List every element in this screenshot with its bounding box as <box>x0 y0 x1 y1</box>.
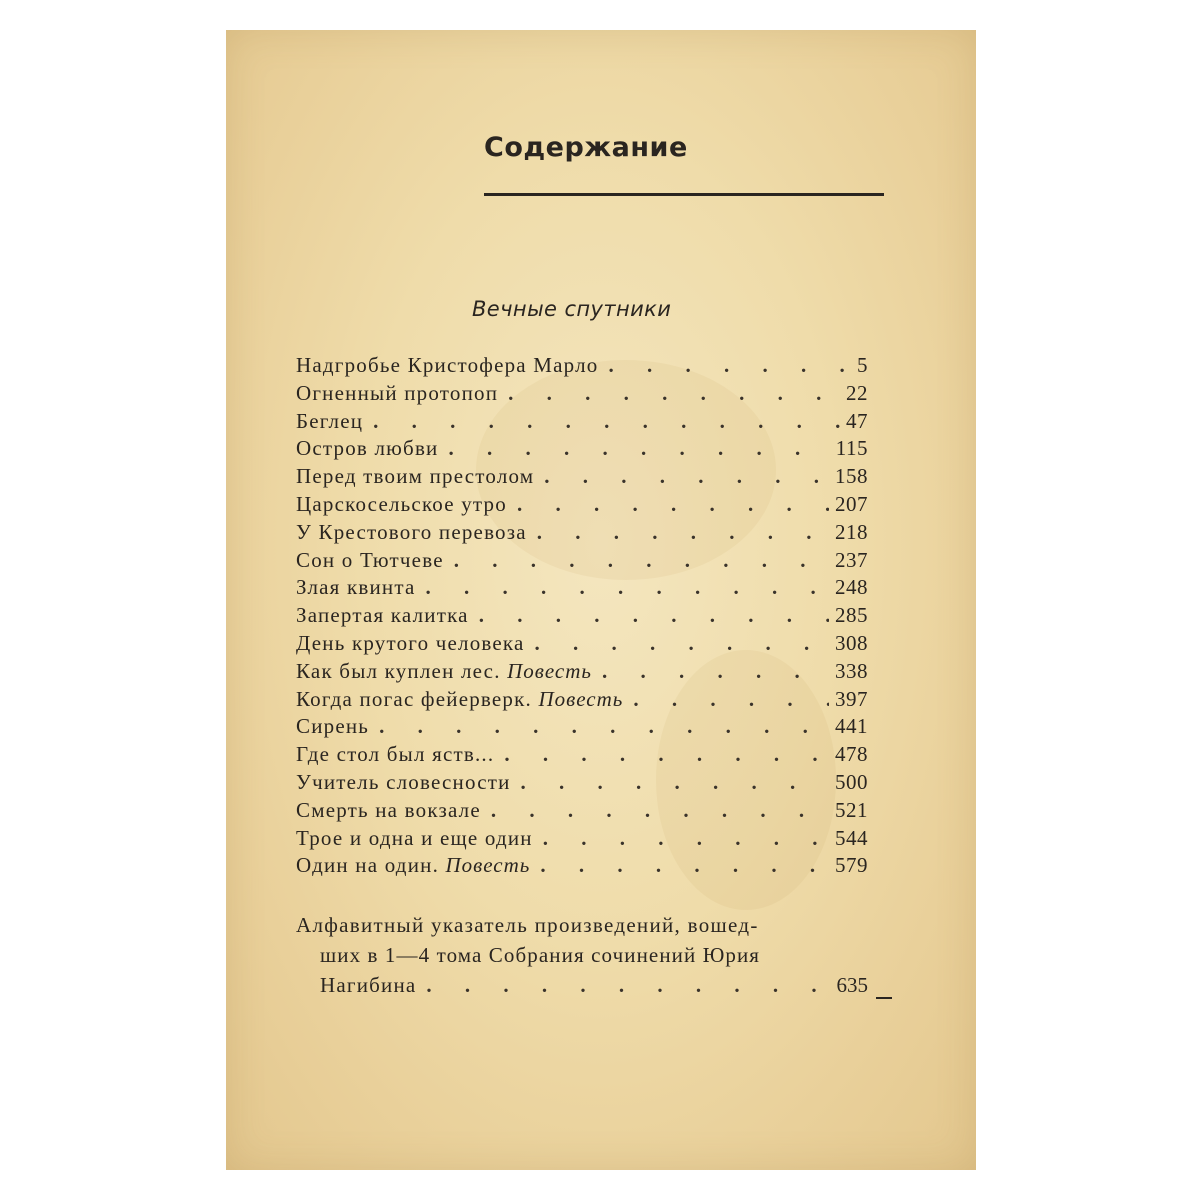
toc-entry <box>296 853 868 881</box>
toc-entry <box>296 436 868 464</box>
toc-entry-page: 308 <box>835 630 868 655</box>
table-of-contents <box>296 353 868 881</box>
toc-entry-title: Учитель словесности <box>296 769 511 794</box>
toc-entry-page: 478 <box>835 742 868 767</box>
toc-entry-page: 207 <box>835 491 868 516</box>
toc-entry-page: 218 <box>835 519 868 544</box>
alphabetical-index-entry <box>296 910 868 1000</box>
toc-entry-page: 397 <box>835 686 868 711</box>
toc-entry <box>296 409 868 437</box>
toc-entry-page: 285 <box>835 603 868 628</box>
dot-leader <box>426 575 829 600</box>
dot-leader <box>504 742 829 767</box>
dot-leader <box>449 436 830 461</box>
dot-leader <box>544 464 829 489</box>
page-title: Содержание <box>484 132 688 163</box>
toc-entry <box>296 603 868 631</box>
toc-entry <box>296 381 868 409</box>
toc-entry-genre: Повесть <box>507 658 592 683</box>
section-heading: Вечные спутники <box>472 297 672 321</box>
toc-entry-title: Злая квинта <box>296 575 416 600</box>
dot-leader <box>535 631 829 656</box>
toc-entry-title: Один на один. Повесть <box>296 853 531 878</box>
toc-entry-title: Перед твоим престолом <box>296 464 535 489</box>
toc-entry-title: Огненный протопоп <box>296 380 499 405</box>
dot-leader <box>479 603 829 628</box>
dot-leader <box>537 520 829 545</box>
dot-leader <box>633 687 829 712</box>
index-line-1: Алфавитный указатель произведений, вошед- <box>296 913 759 937</box>
toc-entry <box>296 353 868 381</box>
toc-entry-page: 158 <box>835 464 868 489</box>
title-rule <box>484 193 884 196</box>
toc-entry <box>296 798 868 826</box>
toc-entry-title: День крутого человека <box>296 630 525 655</box>
toc-entry-title: Запертая калитка <box>296 603 469 628</box>
toc-entry-page: 338 <box>835 658 868 683</box>
toc-entry-title: У Крестового перевоза <box>296 519 527 544</box>
toc-entry-page: 441 <box>835 714 868 739</box>
toc-entry-title: Смерть на вокзале <box>296 797 481 822</box>
toc-entry-title: Где стол был яств... <box>296 742 495 767</box>
toc-entry <box>296 492 868 520</box>
dot-leader <box>543 826 829 851</box>
index-line-2: ших в 1—4 тома Собрания сочинений Юрия <box>320 943 761 967</box>
toc-entry <box>296 659 868 687</box>
dot-leader <box>454 548 829 573</box>
toc-entry-page: 237 <box>835 547 868 572</box>
book-page <box>226 30 976 1170</box>
dot-leader <box>426 970 830 1000</box>
toc-entry-title: Беглец <box>296 408 364 433</box>
toc-entry-title: Трое и одна и еще один <box>296 825 533 850</box>
dot-leader <box>540 853 829 878</box>
toc-entry <box>296 687 868 715</box>
toc-entry-title: Сирень <box>296 714 370 739</box>
toc-entry-title: Надгробье Кристофера Марло <box>296 353 599 377</box>
dot-leader <box>608 353 851 378</box>
toc-entry <box>296 575 868 603</box>
index-line-3 <box>296 970 868 1000</box>
toc-entry <box>296 742 868 770</box>
toc-entry-page: 500 <box>835 769 868 794</box>
dot-leader <box>602 659 829 684</box>
toc-entry-title: Царскосельское утро <box>296 491 507 516</box>
toc-entry-genre: Повесть <box>445 853 531 878</box>
toc-entry-page: 579 <box>835 853 868 878</box>
dot-leader <box>373 409 840 434</box>
toc-entry-page: 248 <box>835 575 868 600</box>
toc-entry-title: Остров любви <box>296 436 439 461</box>
dot-leader <box>517 492 829 517</box>
dot-leader <box>491 798 829 823</box>
page-mark <box>876 997 892 999</box>
toc-entry <box>296 770 868 798</box>
toc-entry <box>296 548 868 576</box>
toc-entry <box>296 826 868 854</box>
toc-entry-page: 115 <box>835 436 868 461</box>
toc-entry-page: 521 <box>835 797 868 822</box>
index-page: 635 <box>836 973 868 997</box>
toc-entry-page: 544 <box>835 825 868 850</box>
toc-entry <box>296 520 868 548</box>
toc-entry-title: Как был куплен лес. Повесть <box>296 658 592 683</box>
toc-entry-page: 22 <box>846 380 868 405</box>
toc-entry-title: Сон о Тютчеве <box>296 547 444 572</box>
toc-entry <box>296 464 868 492</box>
index-title-end: Нагибина <box>320 973 417 997</box>
dot-leader <box>508 381 840 406</box>
toc-entry-genre: Повесть <box>538 686 624 711</box>
toc-entry <box>296 631 868 659</box>
dot-leader <box>521 770 829 795</box>
dot-leader <box>379 714 829 739</box>
toc-entry-page: 5 <box>857 353 868 377</box>
toc-entry-page: 47 <box>846 408 868 433</box>
toc-entry-title: Когда погас фейерверк. Повесть <box>296 686 624 711</box>
toc-entry <box>296 714 868 742</box>
